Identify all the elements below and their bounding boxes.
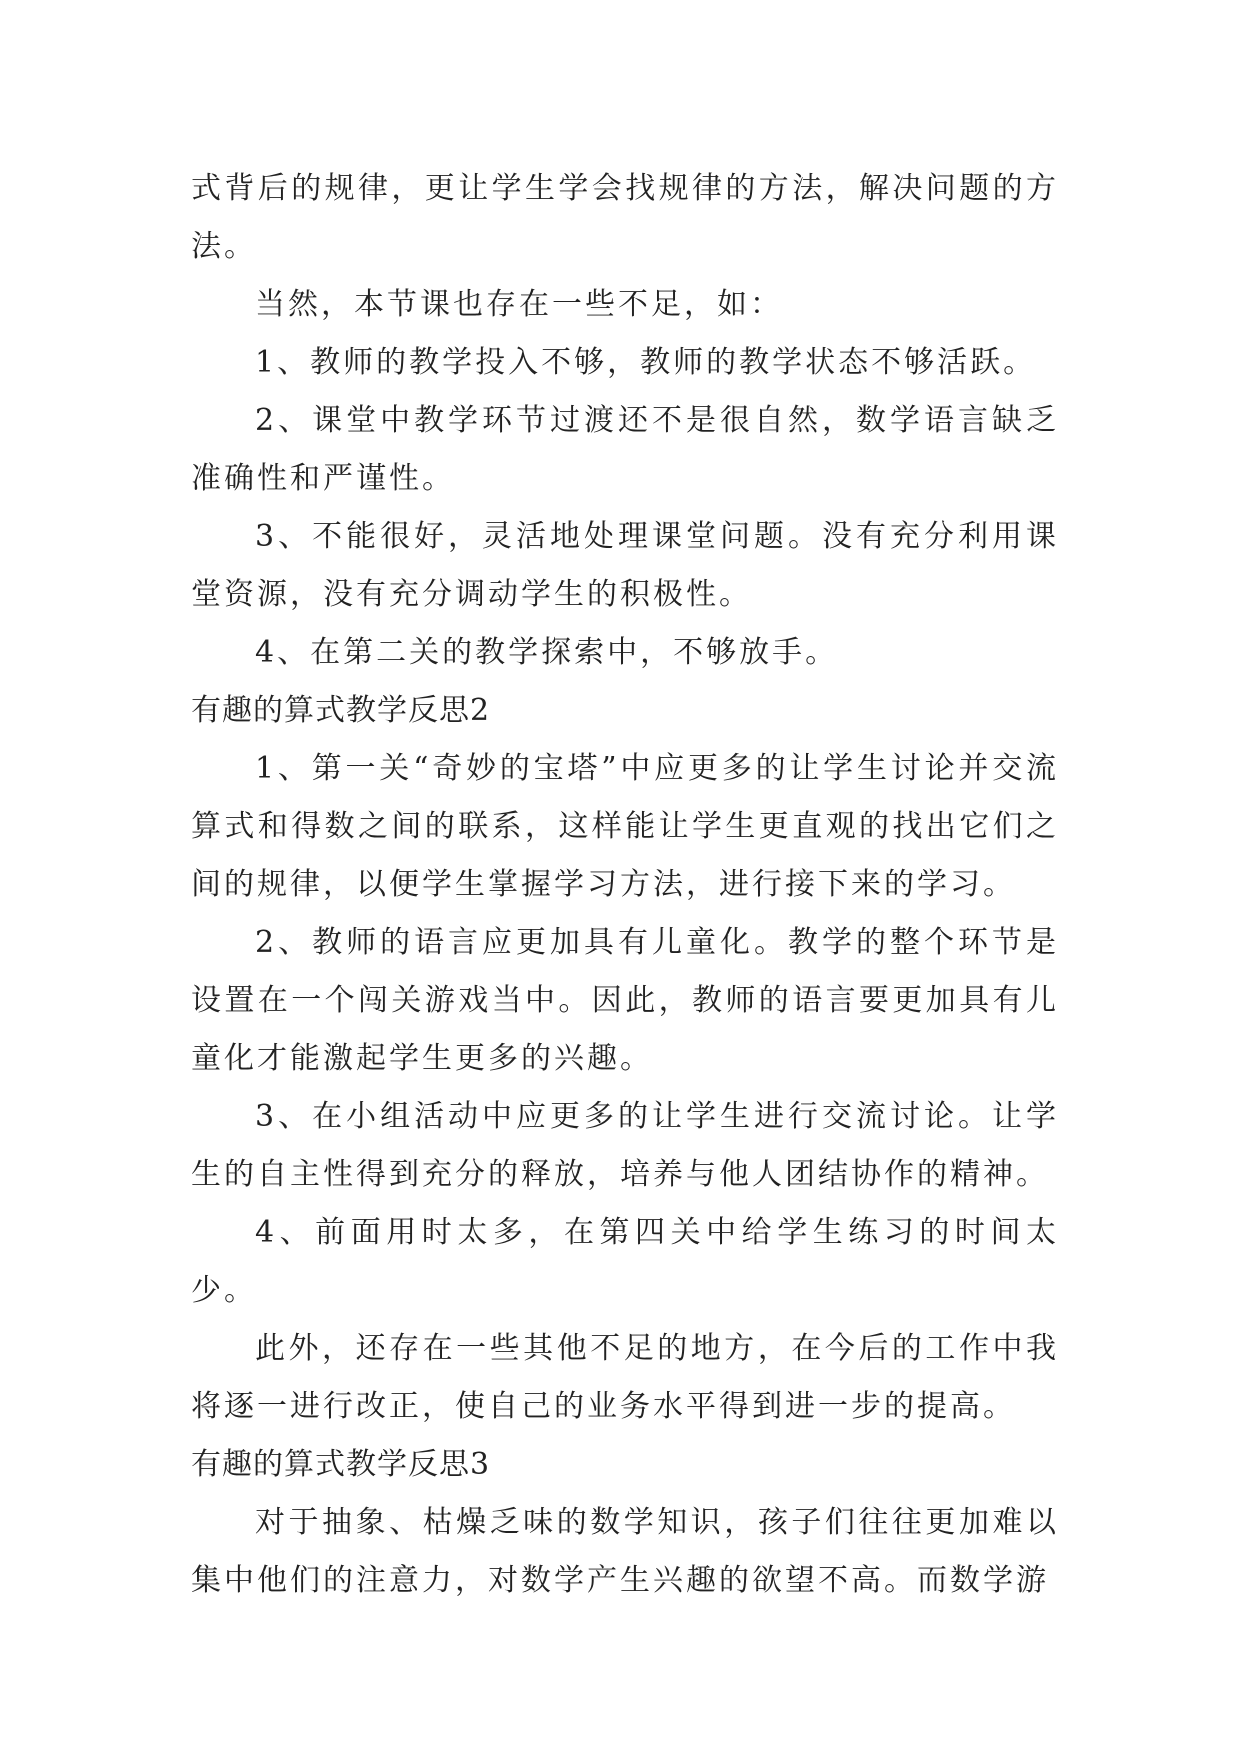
paragraph-shortcoming-2: 2、课堂中教学环节过渡还不是很自然，数学语言缺乏准确性和严谨性。 xyxy=(191,403,1059,496)
paragraph-shortcomings-intro: 当然，本节课也存在一些不足，如： xyxy=(255,287,783,322)
section-heading-3: 有趣的算式教学反思3 xyxy=(191,1447,491,1482)
paragraph-shortcoming-1: 1、教师的教学投入不够，教师的教学状态不够活跃。 xyxy=(255,345,1037,380)
paragraph-reflection3-intro: 对于抽象、枯燥乏味的数学知识，孩子们往往更加难以集中他们的注意力，对数学产生兴趣的欲望不高。而数学游 xyxy=(191,1505,1059,1598)
paragraph-reflection2-item-1: 1、第一关“奇妙的宝塔”中应更多的让学生讨论并交流算式和得数之间的联系，这样能让学生更直观的找出它们之间的规律，以便学生掌握学习方法，进行接下来的学习。 xyxy=(191,751,1059,902)
paragraph-reflection2-closing: 此外，还存在一些其他不足的地方，在今后的工作中我将逐一进行改正，使自己的业务水平得到进一步的提高。 xyxy=(191,1331,1059,1424)
section-heading-2: 有趣的算式教学反思2 xyxy=(191,693,491,728)
paragraph-continuation: 式背后的规律，更让学生学会找规律的方法，解决问题的方法。 xyxy=(191,171,1059,264)
paragraph-reflection2-item-4: 4、前面用时太多，在第四关中给学生练习的时间太少。 xyxy=(191,1215,1059,1308)
paragraph-shortcoming-4: 4、在第二关的教学探索中，不够放手。 xyxy=(255,635,839,670)
paragraph-reflection2-item-2: 2、教师的语言应更加具有儿童化。教学的整个环节是设置在一个闯关游戏当中。因此，教师的语言要更加具有儿童化才能激起学生更多的兴趣。 xyxy=(191,925,1059,1076)
paragraph-reflection2-item-3: 3、在小组活动中应更多的让学生进行交流讨论。让学生的自主性得到充分的释放，培养与他人团结协作的精神。 xyxy=(191,1099,1059,1192)
document-body xyxy=(191,160,1059,1610)
paragraph-shortcoming-3: 3、不能很好，灵活地处理课堂问题。没有充分利用课堂资源，没有充分调动学生的积极性。 xyxy=(191,519,1059,612)
